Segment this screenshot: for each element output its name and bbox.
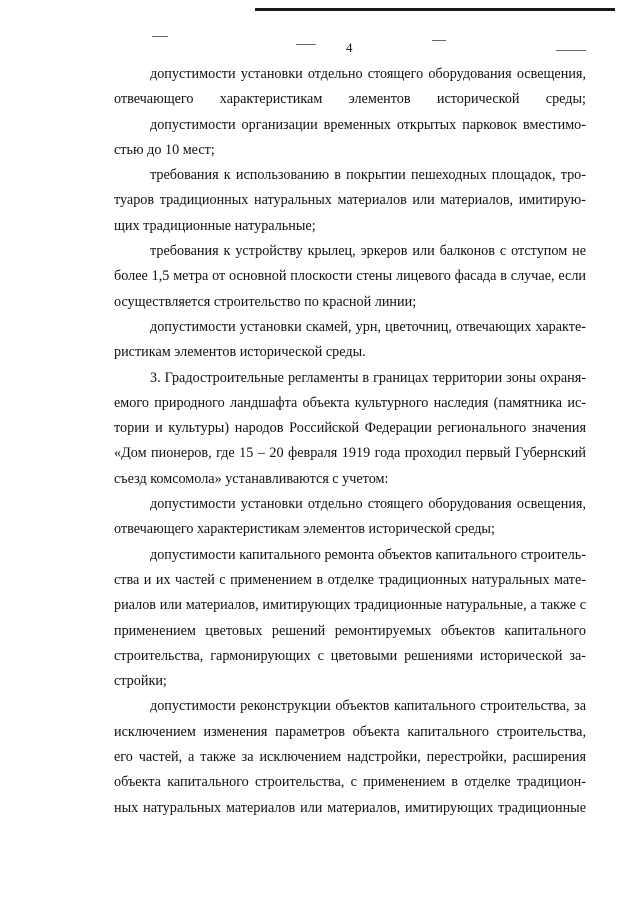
text-line: допустимости установки отдельно стоящего оборудования освещения,	[150, 496, 586, 513]
paragraph	[114, 543, 586, 695]
text-line: допустимости реконструкции объектов капитального строительства, за	[150, 698, 586, 715]
text-line: исключением изменения параметров объекта капитального строительства,	[114, 723, 586, 740]
text-line: строительства, гармонирующих с цветовыми решениями исторической за-	[114, 647, 586, 664]
text-line: его частей, а также за исключением надстройки, перестройки, расширения	[114, 749, 586, 766]
scan-artifact-dash	[152, 36, 168, 37]
text-line: применением цветовых решений ремонтируемых объектов капитального	[114, 622, 586, 639]
text-line: осуществляется строительство по красной линии;	[114, 293, 417, 310]
text-line: емого природного ландшафта объекта культурного наследия (памятника ис-	[114, 394, 586, 411]
paragraph	[114, 62, 586, 113]
text-line: съезд комсомола» устанавливаются с учетом:	[114, 470, 389, 487]
text-line: риалов или материалов, имитирующих традиционные натуральные, а также с	[114, 597, 586, 614]
paragraph	[114, 315, 586, 366]
scan-artifact-dash	[432, 40, 446, 41]
scan-artifact-dash	[556, 50, 586, 51]
text-line: отвечающего характеристикам элементов исторической среды;	[114, 91, 586, 108]
paragraph	[114, 492, 586, 543]
text-line: объекта капитального строительства, с применением в отделке традицион-	[114, 774, 586, 791]
paragraph	[114, 694, 586, 820]
paragraph	[114, 366, 586, 492]
text-line: допустимости организации временных открытых парковок вместимо-	[150, 116, 586, 133]
text-line: «Дом пионеров, где 15 – 20 февраля 1919 года проходил первый Губернский	[114, 445, 586, 462]
paragraph	[114, 239, 586, 315]
text-line: требования к использованию в покрытии пешеходных площадок, тро-	[150, 167, 586, 184]
text-line: допустимости установки отдельно стоящего оборудования освещения,	[150, 66, 586, 82]
text-line: требования к устройству крылец, эркеров или балконов с отступом не	[150, 243, 586, 260]
text-line: допустимости установки скамей, урн, цветочниц, отвечающих характе-	[150, 318, 586, 335]
scan-artifact-dash	[296, 44, 316, 45]
text-line: тории и культуры) народов Российской Федерации регионального значения	[114, 420, 586, 437]
text-line: ных натуральных материалов или материалов, имитирующих традиционные	[114, 799, 586, 816]
text-line: туаров традиционных натуральных материалов или материалов, имитирую-	[114, 192, 586, 209]
paragraph	[114, 113, 586, 164]
text-line: стройки;	[114, 673, 167, 690]
paragraph	[114, 163, 586, 239]
text-line: щих традиционные натуральные;	[114, 217, 316, 234]
text-line: ства и их частей с применением в отделке традиционных натуральных мате-	[114, 571, 586, 588]
document-body	[114, 62, 586, 821]
text-line: допустимости капитального ремонта объектов капитального строитель-	[150, 546, 586, 563]
page-number: 4	[346, 40, 353, 55]
text-line: отвечающего характеристикам элементов исторической среды;	[114, 521, 495, 538]
scan-border-line	[255, 8, 615, 11]
text-line: стью до 10 мест;	[114, 141, 215, 158]
text-line: ристикам элементов исторической среды.	[114, 344, 366, 361]
text-line: более 1,5 метра от основной плоскости стены лицевого фасада в случае, если	[114, 268, 586, 285]
text-line: 3. Градостроительные регламенты в границах территории зоны охраня-	[150, 369, 586, 386]
